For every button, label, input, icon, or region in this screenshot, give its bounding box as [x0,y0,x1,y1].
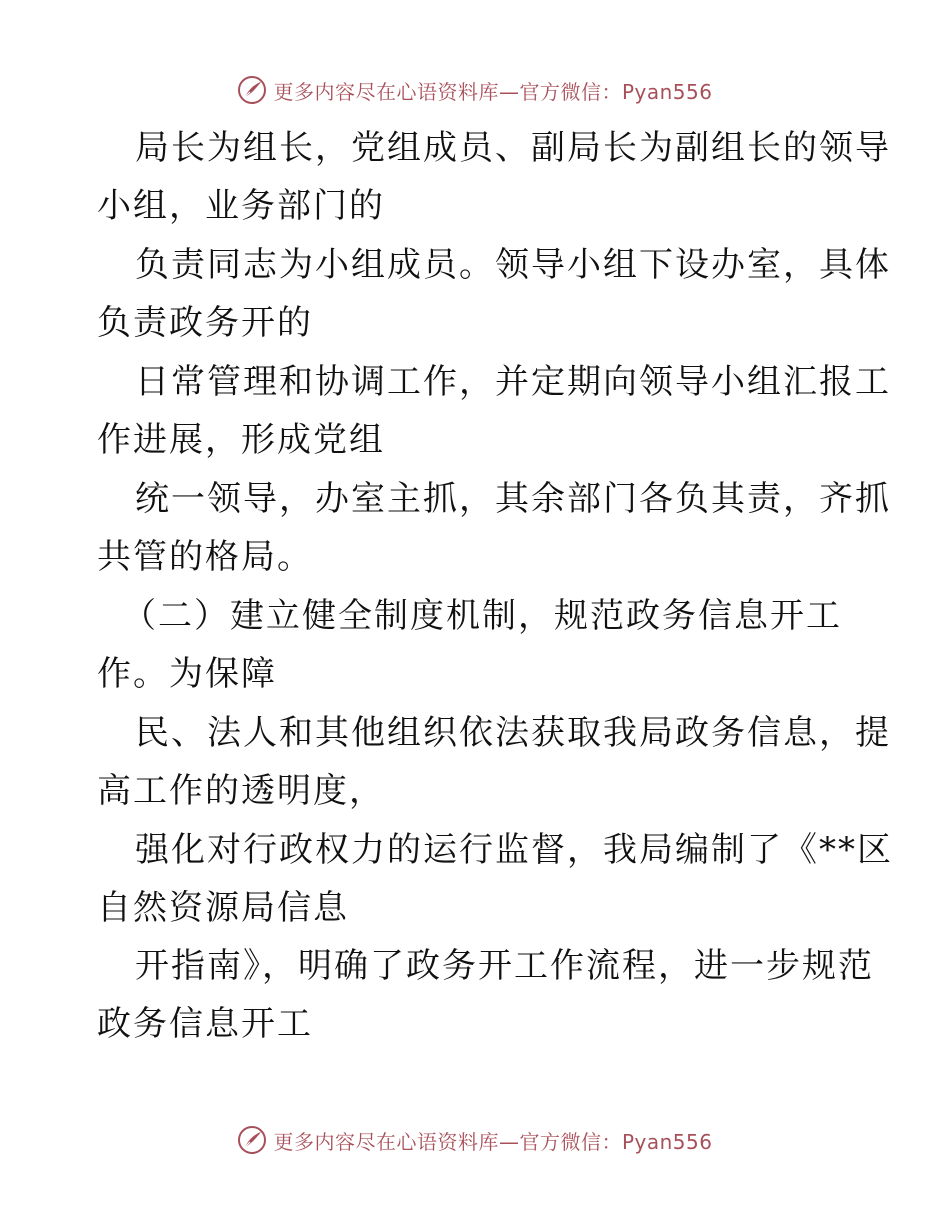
section-heading-line-1: （二）建立健全制度机制，规范政务信息开工 [122,596,842,636]
header-watermark [0,70,950,110]
section-heading-line-2: 作。为保障 [97,654,277,694]
paragraph-2-line-1: 负责同志为小组成员。领导小组下设办室，具体 [135,245,891,285]
paragraph-3-line-1: 日常管理和协调工作，并定期向领导小组汇报工 [135,362,891,402]
watermark-text: 更多内容尽在心语资料库—官方微信：Pyan556 [273,1129,713,1154]
paragraph-6-line-2: 高工作的透明度， [97,771,385,811]
paragraph-1-line-1: 局长为组长，党组成员、副局长为副组长的领导 [135,128,891,168]
footer-watermark [0,1120,950,1160]
feather-quill-icon [237,75,267,105]
paragraph-4-line-1: 统一领导，办室主抓，其余部门各负其责，齐抓 [135,479,891,519]
watermark-text: 更多内容尽在心语资料库—官方微信：Pyan556 [273,79,713,104]
paragraph-3-line-2: 作进展，形成党组 [97,420,385,460]
paragraph-1-line-2: 小组，业务部门的 [97,186,385,226]
paragraph-2-line-2: 负责政务开的 [97,303,313,343]
paragraph-6-line-1: 民、法人和其他组织依法获取我局政务信息，提 [135,713,891,753]
paragraph-8-line-2: 政务信息开工 [97,1004,313,1044]
paragraph-7-line-1: 强化对行政权力的运行监督，我局编制了《**区 [135,830,893,870]
feather-quill-icon [237,1125,267,1155]
paragraph-4-line-2: 共管的格局。 [97,537,313,577]
paragraph-7-line-2: 自然资源局信息 [97,888,349,928]
paragraph-8-line-1: 开指南》，明确了政务开工作流程，进一步规范 [135,946,874,986]
